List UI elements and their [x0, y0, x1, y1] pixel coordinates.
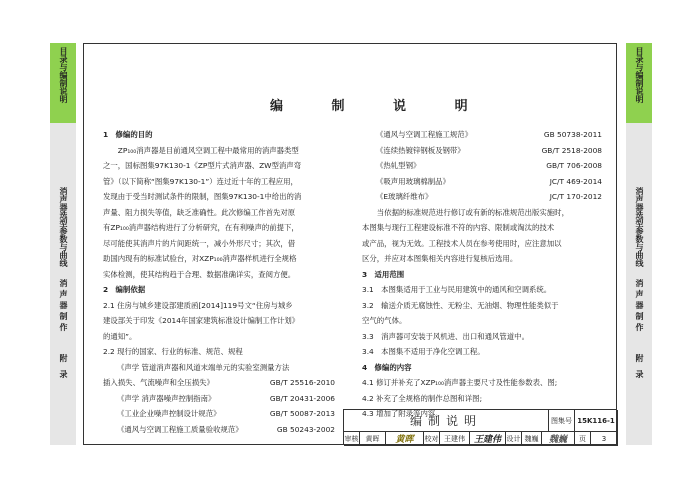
s2-line: 2.1 住房与城乡建设部建质函[2014]119号文“住房与城乡 — [103, 300, 293, 310]
reviewer-signature: 黄晖 — [386, 432, 424, 446]
left-side-tab — [50, 43, 76, 445]
tab-label-selection: 消声器选型参数与曲线 — [635, 187, 644, 267]
s1-line: 之一，国标图集97K130-1《ZP型片式消声器、ZW型消声弯 — [103, 161, 302, 170]
right-side-tab — [626, 43, 652, 445]
checker-name: 王建伟 — [440, 432, 470, 446]
reference-code: JC/T 469-2014 — [549, 176, 602, 186]
reference-name: 《声学 管道消声器和风道末端单元的实验室测量方法 — [117, 362, 290, 372]
tab-label-appendix: 附录 — [59, 354, 68, 386]
tab-label-appendix: 附录 — [635, 354, 644, 386]
reference-row — [362, 174, 602, 190]
s1-line: 有ZP₁₀₀消声器结构进行了分析研究，在有利噪声的前提下， — [103, 223, 299, 232]
tab-label-selection: 消声器选型参数与曲线 — [59, 187, 68, 267]
reference-name: 《热轧型钢》 — [376, 161, 421, 170]
reference-row — [103, 391, 335, 407]
right-tab-selection[interactable] — [626, 187, 652, 267]
s1-line: 发现由于受当时测试条件的限制，图集97K130-1中给出的消 — [103, 192, 302, 201]
reference-name: 《通风与空调工程施工规范》 — [376, 130, 473, 139]
section-2-heading: 2 编制依据 — [103, 285, 146, 294]
reference-row — [362, 127, 602, 143]
reference-row — [103, 422, 335, 438]
tab-label-toc: 目录与编制说明 — [59, 47, 68, 103]
s1-line: 管》（以下简称“图集97K130-1”）连过近十年的工程应用， — [103, 176, 298, 186]
s1-line: 助国内现有的标准试验台，对XZP₁₀₀消声器样机进行全规格 — [103, 254, 297, 263]
reference-row — [103, 406, 335, 422]
s1-line: 实体检测，使其结构趋于合理、数据准确详实，查阅方便。 — [103, 269, 296, 279]
reference-code: GB/T 706-2008 — [546, 161, 602, 170]
note-line: 当依据的标准规范进行修订或有新的标准规范出版实施时， — [376, 207, 569, 217]
right-tab-fabrication[interactable] — [626, 279, 652, 334]
designer-signature: 魏巍 — [542, 432, 575, 446]
checker-signature: 王建伟 — [470, 432, 506, 446]
reviewer-name: 黄晖 — [360, 432, 386, 446]
note-line: 本图集与现行工程建设标准不符的内容、限制或淘汰的技术 — [362, 223, 555, 232]
atlas-number: 15K116-1 — [575, 410, 618, 432]
s4-line: 4.1 修订并补充了XZP₁₀₀消声器主要尺寸及性能参数表、图; — [362, 378, 558, 387]
reference-code: GB/T 50087-2013 — [269, 409, 335, 418]
reference-row — [362, 158, 602, 174]
left-tab-selection[interactable] — [50, 187, 76, 267]
s4-line: 4.3 增加了附录等内容。 — [362, 409, 443, 418]
left-tab-appendix[interactable] — [50, 354, 76, 386]
section-3-heading: 3 适用范围 — [362, 269, 405, 279]
reference-name: 《连续热镀锌钢板及钢带》 — [376, 145, 465, 155]
reference-row — [103, 375, 335, 391]
s2-line: 2.2 现行的国家、行业的标准、规范、规程 — [103, 347, 243, 356]
left-tab-fabrication[interactable] — [50, 279, 76, 334]
reference-code: GB 50243-2002 — [276, 424, 335, 434]
reference-row — [362, 189, 602, 205]
title-block — [343, 409, 617, 445]
s2-line: 的通知”。 — [103, 331, 137, 341]
note-line: 或产品，视为无效。工程技术人员在参考使用时，应注意加以 — [362, 238, 562, 248]
reference-row — [362, 143, 602, 159]
s1-line: ZP₁₀₀消声器是目前通风空调工程中最常用的消声器类型 — [117, 145, 299, 155]
section-1-heading: 1 修编的目的 — [103, 130, 153, 139]
reference-name: 《工业企业噪声控制设计规范》 — [117, 409, 221, 418]
reference-code: GB/T 2518-2008 — [541, 145, 602, 155]
s3-line: 空气的气体。 — [362, 316, 407, 325]
page-number: 3 — [591, 432, 618, 446]
s3-line: 3.3 消声器可安装于风机进、出口和通风管道中。 — [362, 331, 529, 341]
s2-line: 建设部关于印发《2014年国家建筑标准设计编制工作计划》 — [103, 316, 300, 325]
page-title: 编 制 说 明 — [270, 99, 490, 114]
right-tab-appendix[interactable] — [626, 354, 652, 386]
s1-line: 尽可能使其消声片的片间距统一，减小外形尺寸；其次，借 — [103, 238, 296, 248]
reference-code: GB/T 20431-2006 — [269, 393, 335, 403]
s4-line: 4.2 补充了全规格的制作总图和详图; — [362, 393, 483, 403]
tab-label-fabrication: 消声器制作 — [635, 279, 644, 334]
note-line: 区分，并应对本图集相关内容进行复核后选用。 — [362, 254, 518, 263]
page-label: 页 — [575, 432, 591, 446]
reference-name: 插入损失、气流噪声和全压损失》 — [103, 378, 214, 387]
review-label: 审核 — [344, 432, 360, 446]
left-tab-toc[interactable] — [50, 43, 76, 123]
s3-line: 3.1 本图集适用于工业与民用建筑中的通风和空调系统。 — [362, 285, 552, 294]
design-label: 设计 — [506, 432, 522, 446]
reference-name: 《E玻璃纤维布》 — [376, 192, 433, 201]
reference-code: GB/T 25516-2010 — [269, 378, 335, 387]
right-column — [362, 127, 602, 422]
right-tab-toc[interactable] — [626, 43, 652, 123]
reference-name: 《声学 消声器噪声控制指南》 — [117, 393, 216, 403]
s3-line: 3.4 本图集不适用于净化空调工程。 — [362, 347, 485, 356]
s3-line: 3.2 输送介质无腐蚀性、无粉尘、无油烟、物理性能类似于 — [362, 300, 559, 310]
title-block-title: 编制说明 — [344, 410, 549, 432]
designer-name: 魏巍 — [522, 432, 542, 446]
s1-line: 声量、阻力损失等值，缺乏准确性。此次修编工作首先对原 — [103, 207, 296, 217]
left-column — [103, 127, 335, 437]
atlas-label: 图集号 — [549, 410, 575, 432]
reference-name: 《吸声用玻璃棉制品》 — [376, 176, 450, 186]
check-label: 校对 — [424, 432, 440, 446]
reference-code: JC/T 170-2012 — [549, 192, 602, 201]
tab-label-toc: 目录与编制说明 — [635, 47, 644, 103]
tab-label-fabrication: 消声器制作 — [59, 279, 68, 334]
reference-row — [103, 360, 335, 376]
reference-code: GB 50738-2011 — [543, 130, 602, 139]
reference-name: 《通风与空调工程施工质量验收规范》 — [117, 424, 243, 434]
section-4-heading: 4 修编的内容 — [362, 362, 412, 372]
